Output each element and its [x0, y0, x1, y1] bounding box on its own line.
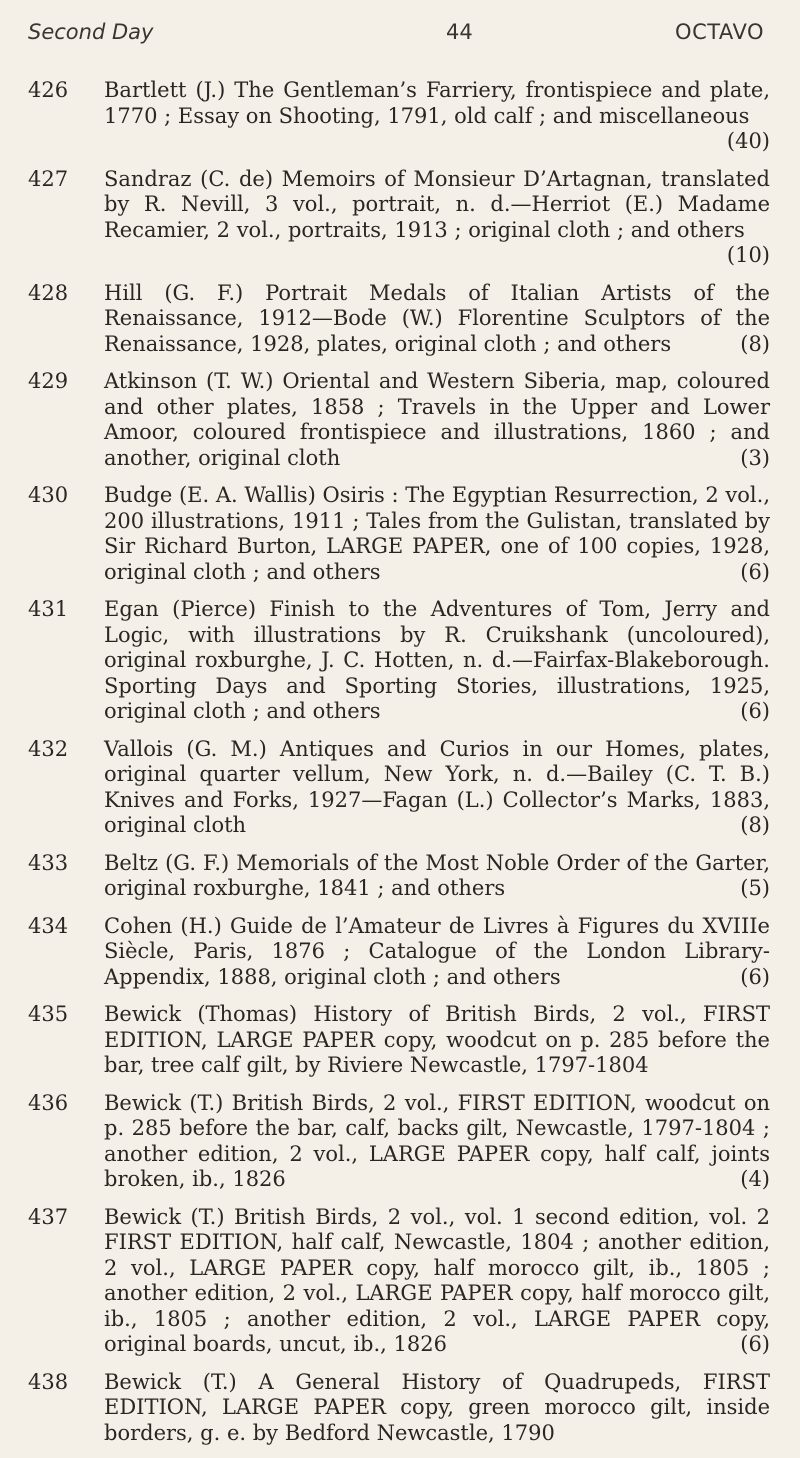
lot-entry — [0, 369, 800, 471]
lot-description — [104, 851, 770, 902]
lot-entry — [0, 1091, 800, 1193]
lot-price: (40) — [726, 129, 770, 153]
lot-number: 434 — [28, 913, 69, 938]
lot-text: Sandraz (C. de) Memoirs of Monsieur D’Artagnan, translated by R. Nevill, 3 vol., portrait, n. d.—Herriot (E.) Madame Recamier, 2 vol., portraits, 1913 ; original cloth ; and others — [104, 166, 770, 242]
lot-text: Egan (Pierce) Finish to the Adventures of Tom, Jerry and Logic, with illustrations by R. Cruikshank (uncoloured), original roxburghe, J. C. Hotten, n. d.—Fairfax-Blakeborough. Sporting Days and Sporting Stories, illustrations, 1925, original cloth ; and others — [104, 597, 770, 723]
lot-price: (6) — [740, 964, 770, 989]
lot-price: (3) — [740, 445, 770, 470]
lot-description — [104, 167, 770, 269]
lot-entry — [0, 78, 800, 155]
lot-text: Bartlett (J.) The Gentleman’s Farriery, frontispiece and plate, 1770 ; Essay on Shooting, 1791, old calf ; and miscellaneous — [104, 78, 770, 128]
lot-description — [104, 369, 770, 471]
lot-description — [104, 78, 770, 155]
lot-price: (6) — [740, 559, 770, 584]
lot-entry — [0, 851, 800, 902]
lot-entry — [0, 1002, 800, 1079]
lot-entry — [0, 737, 800, 839]
lot-text: Budge (E. A. Wallis) Osiris : The Egyptian Resurrection, 2 vol., 200 illustrations, 1911 ; Tales from the Gulistan, translated by Sir Richard Burton, LARGE PAPER, one of 100 copies, 1928, original cloth ; and others — [104, 483, 770, 584]
page-number: 44 — [446, 20, 473, 44]
lot-number: 432 — [28, 736, 69, 761]
lot-price: (4) — [740, 1167, 770, 1191]
lot-text: Cohen (H.) Guide de l’Amateur de Livres à Figures du XVIIIe Siècle, Paris, 1876 ; Catalogue of the London Library-Appendix, 1888, original cloth ; and others — [104, 913, 770, 989]
lot-number: 435 — [28, 1002, 69, 1026]
lot-text: Bewick (T.) British Birds, 2 vol., vol. 1 second edition, vol. 2 FIRST EDITION, half calf, Newcastle, 1804 ; another edition, 2 vol., LARGE PAPER copy, half morocco gilt, ib., 1805 ; another edition, 2 vol., LARGE PAPER copy, half morocco gilt, ib., 1805 ; another edition, 2 vol., LARGE PAPER copy, original boards, uncut, ib., 1826 — [104, 1204, 770, 1356]
lot-number: 431 — [28, 597, 69, 621]
lot-text: Bewick (T.) British Birds, 2 vol., FIRST EDITION, woodcut on p. 285 before the bar, calf, backs gilt, Newcastle, 1797-1804 ; another edition, 2 vol., LARGE PAPER copy, half calf, joints broken, ib., 1826 — [104, 1090, 770, 1191]
lot-description — [104, 1370, 770, 1447]
lot-price: (6) — [740, 1332, 770, 1356]
lot-number: 430 — [28, 483, 69, 507]
lot-number: 437 — [28, 1204, 69, 1229]
lot-description — [104, 1002, 770, 1079]
lot-description — [104, 597, 770, 725]
lot-description — [104, 1091, 770, 1193]
lot-description — [104, 483, 770, 585]
lot-price: (10) — [726, 243, 770, 267]
lot-number: 438 — [28, 1369, 69, 1394]
lot-number: 426 — [28, 78, 69, 102]
lot-text: Bewick (Thomas) History of British Birds, 2 vol., FIRST EDITION, LARGE PAPER copy, woodcut on p. 285 before the bar, tree calf gilt, by Riviere Newcastle, 1797-1804 — [104, 1002, 770, 1077]
lot-price: (8) — [740, 331, 770, 356]
lot-entry — [0, 914, 800, 991]
lot-entry — [0, 1205, 800, 1358]
lot-number: 429 — [28, 369, 69, 393]
lot-price: (8) — [740, 813, 770, 837]
lot-number: 428 — [28, 280, 69, 305]
lot-price: (5) — [740, 876, 770, 900]
running-head-format: OCTAVO — [675, 20, 764, 44]
lot-text: Vallois (G. M.) Antiques and Curios in our Homes, plates, original quarter vellum, New York, n. d.—Bailey (C. T. B.) Knives and Forks, 1927—Fagan (L.) Collector’s Marks, 1883, original cloth — [104, 736, 770, 837]
lot-number: 436 — [28, 1090, 69, 1115]
lot-entry — [0, 281, 800, 358]
lot-list — [0, 78, 800, 1458]
lot-number: 427 — [28, 166, 69, 191]
lot-description — [104, 1205, 770, 1358]
lot-text: Atkinson (T. W.) Oriental and Western Siberia, map, coloured and other plates, 1858 ; Travels in the Upper and Lower Amoor, coloured frontispiece and illustrations, 1860 ; and another, original cloth — [104, 369, 770, 470]
lot-description — [104, 281, 770, 358]
lot-text: Beltz (G. F.) Memorials of the Most Noble Order of the Garter, original roxburghe, 1841 ; and others — [104, 850, 770, 900]
lot-description — [104, 914, 770, 991]
lot-number: 433 — [28, 850, 69, 875]
page-header — [28, 20, 764, 54]
lot-description — [104, 737, 770, 839]
lot-text: Bewick (T.) A General History of Quadrupeds, FIRST EDITION, LARGE PAPER copy, green morocco gilt, inside borders, g. e. by Bedford Newcastle, 1790 — [104, 1369, 770, 1445]
lot-entry — [0, 167, 800, 269]
running-head-day: Second Day — [28, 20, 154, 44]
lot-entry — [0, 1370, 800, 1447]
lot-entry — [0, 597, 800, 725]
lot-text: Hill (G. F.) Portrait Medals of Italian Artists of the Renaissance, 1912—Bode (W.) Florentine Sculptors of the Renaissance, 1928, plates, original cloth ; and others — [104, 280, 770, 356]
lot-entry — [0, 483, 800, 585]
lot-price: (6) — [740, 699, 770, 723]
